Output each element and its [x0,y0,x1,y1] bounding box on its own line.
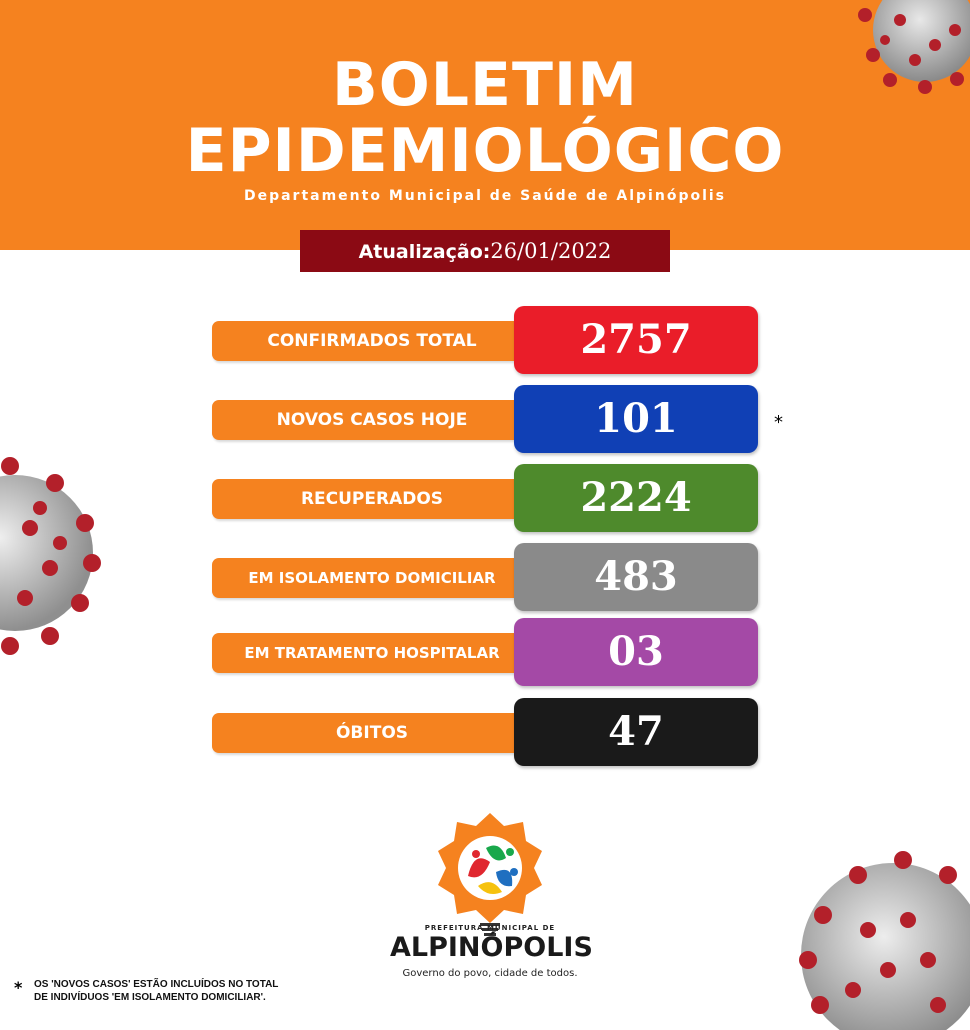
update-date-banner [300,230,670,272]
subtitle: Departamento Municipal de Saúde de Alpinópolis [243,188,727,204]
footnote-line-1: OS 'NOVOS CASOS' ESTÃO INCLUÍDOS NO TOTAL [34,979,279,990]
footnote-text [34,978,354,1004]
stat-label: NOVOS CASOS HOJE [212,400,532,440]
stat-value: 483 [514,543,758,611]
stat-value: 47 [514,698,758,766]
virus-icon-bottom-right [778,840,970,1030]
title-line-2: EPIDEMIOLÓGICO [185,116,785,186]
header-banner [0,0,970,250]
logo-small-text: PREFEITURA MUNICIPAL DE [424,924,556,932]
stat-row-obitos [212,698,758,768]
stat-row-novos-casos [212,385,758,455]
logo-name: ALPINÓPOLIS [390,932,593,963]
side-asterisk: * [774,412,783,433]
update-label: Atualização: [358,241,491,263]
stat-label: CONFIRMADOS TOTAL [212,321,532,361]
virus-icon-top-right [845,0,970,105]
stat-label: EM TRATAMENTO HOSPITALAR [212,633,532,673]
stat-row-isolamento [212,543,758,613]
stat-label: RECUPERADOS [212,479,532,519]
footnote-marker: * [14,978,23,997]
footnote-line-2: DE INDIVÍDUOS 'EM ISOLAMENTO DOMICILIAR'. [34,992,266,1003]
update-date: 26/01/2022 [490,239,612,263]
stat-value: 2757 [514,306,758,374]
logo-slogan: Governo do povo, cidade de todos. [402,968,578,979]
stat-label: EM ISOLAMENTO DOMICILIAR [212,558,532,598]
stat-row-recuperados [212,464,758,534]
virus-icon-left [0,448,105,663]
stat-value: 03 [514,618,758,686]
stat-row-confirmados [212,306,758,376]
stat-value: 2224 [514,464,758,532]
stat-value: 101 [514,385,758,453]
title-line-1: BOLETIM [332,50,638,120]
stat-row-tratamento [212,618,758,688]
stat-label: ÓBITOS [212,713,532,753]
